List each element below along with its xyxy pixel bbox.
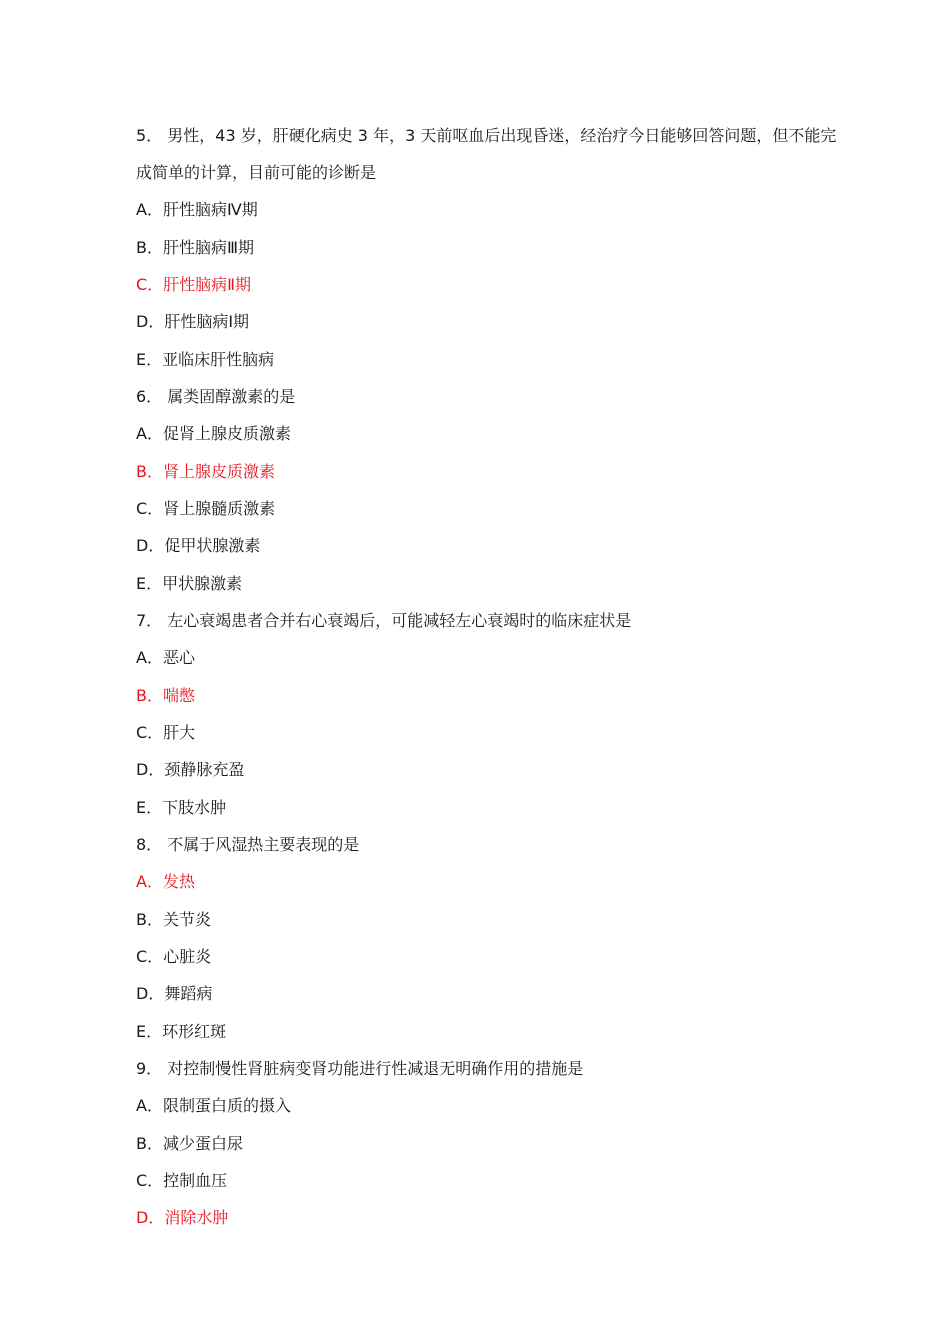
question-6-stem: 6． 属类固醇激素的是 bbox=[136, 387, 296, 406]
question-6-option-b-answer: B．肾上腺皮质激素 bbox=[136, 462, 275, 481]
question-8-stem: 8． 不属于风湿热主要表现的是 bbox=[136, 835, 360, 854]
question-5-option-d: D．肝性脑病Ⅰ期 bbox=[136, 312, 250, 331]
question-5-option-a: A．肝性脑病Ⅳ期 bbox=[136, 200, 258, 219]
question-7-option-d: D．颈静脉充盈 bbox=[136, 760, 245, 779]
question-7-option-a: A．恶心 bbox=[136, 648, 195, 667]
question-8-option-d: D．舞蹈病 bbox=[136, 984, 213, 1003]
question-5-option-c-answer: C．肝性脑病Ⅱ期 bbox=[136, 275, 252, 294]
question-5-option-e: E．亚临床肝性脑病 bbox=[136, 350, 275, 369]
question-6-option-a: A．促肾上腺皮质激素 bbox=[136, 424, 291, 443]
question-5-option-b: B．肝性脑病Ⅲ期 bbox=[136, 238, 255, 257]
question-8-option-c: C．心脏炎 bbox=[136, 947, 212, 966]
question-7-option-c: C．肝大 bbox=[136, 723, 196, 742]
question-6-option-e: E．甲状腺激素 bbox=[136, 574, 243, 593]
question-7-option-e: E．下肢水肿 bbox=[136, 798, 227, 817]
question-9-stem: 9． 对控制慢性肾脏病变肾功能进行性减退无明确作用的措施是 bbox=[136, 1059, 584, 1078]
question-5-stem-line-1: 5． 男性，43 岁，肝硬化病史 3 年，3 天前呕血后出现昏迷，经治疗今日能够回答问题，但不能完 bbox=[136, 126, 837, 145]
question-5-stem-line-2: 成简单的计算，目前可能的诊断是 bbox=[136, 163, 377, 182]
question-9-option-b: B．减少蛋白尿 bbox=[136, 1134, 243, 1153]
question-6-option-c: C．肾上腺髓质激素 bbox=[136, 499, 276, 518]
question-6-option-d: D．促甲状腺激素 bbox=[136, 536, 261, 555]
question-7-option-b-answer: B．喘憋 bbox=[136, 686, 195, 705]
question-8-option-a-answer: A．发热 bbox=[136, 872, 195, 891]
question-9-option-c: C．控制血压 bbox=[136, 1171, 228, 1190]
question-8-option-b: B．关节炎 bbox=[136, 910, 211, 929]
question-9-option-d-answer: D．消除水肿 bbox=[136, 1208, 229, 1227]
question-8-option-e: E．环形红斑 bbox=[136, 1022, 227, 1041]
question-9-option-a: A．限制蛋白质的摄入 bbox=[136, 1096, 291, 1115]
question-7-stem: 7． 左心衰竭患者合并右心衰竭后，可能减轻左心衰竭时的临床症状是 bbox=[136, 611, 632, 630]
